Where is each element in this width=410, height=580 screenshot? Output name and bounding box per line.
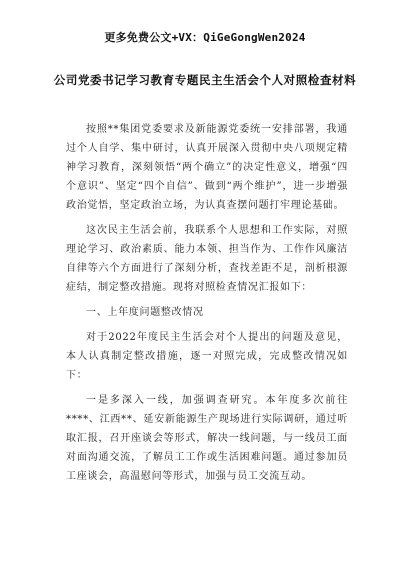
section-heading: 一、上年度问题整改情况	[86, 307, 204, 318]
document-title: 公司党委书记学习教育专题民主生活会个人对照检查材料	[53, 73, 357, 87]
paragraph-first-measure: 一是多深入一线，加强调查研究。本年度多次前往****、江西**、延安新能源生产现场进行实际调研，通过听取汇报，召开座谈会等形式，解决一线问题，与一线员工面对面沟通交流，了解员工工作或生活困难问题。通过参加员工座谈会，高温慰问等形式，加强与员工交流互动。	[66, 395, 348, 482]
paragraph-preparation: 这次民主生活会前，我联系个人思想和工作实际，对照理论学习、政治素质、能力本领、担当作为、工作作风廉洁自律等六个方面进行了深刻分析，查找差距不足，剖析根源症结，制定整改措施。现将对照检查情况汇报如下：	[66, 225, 348, 293]
paragraph-rectification: 对于2022年度民主生活会对个人提出的问题及意见，本人认真制定整改措施，逐一对照完成，完成整改情况如下：	[66, 332, 348, 381]
watermark-header: 更多免费公文+VX：QiGeGongWen2024	[104, 31, 306, 44]
document-body	[66, 120, 348, 492]
paragraph-intro: 按照**集团党委要求及新能源党委统一安排部署，我通过个人自学、集中研讨，认真开展深入贯彻中央八项规定精神学习教育，深刻领悟“两个确立”的决定性意义，增强“四个意识”、坚定“四个自信”、做到“两个维护”，进一步增强政治觉悟，坚定政治立场，为认真查摆问题打牢理论基础。	[66, 124, 348, 211]
